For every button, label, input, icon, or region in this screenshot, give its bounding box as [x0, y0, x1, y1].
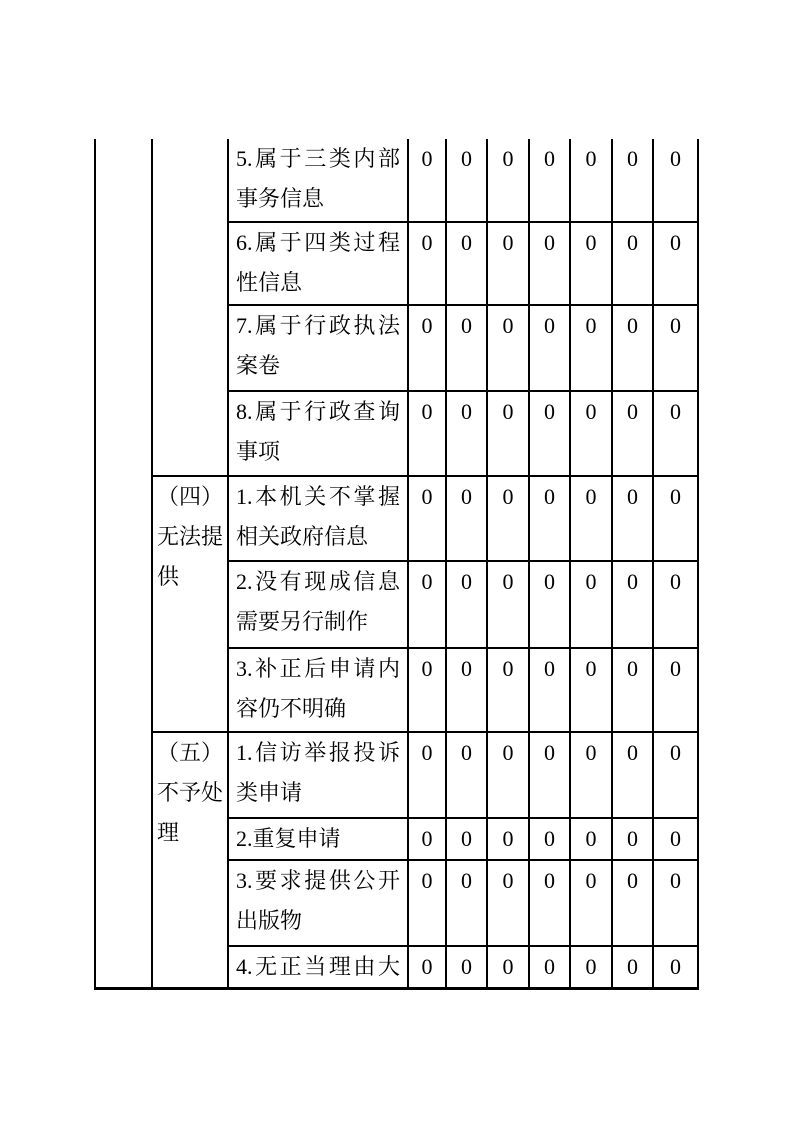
- item-cell: 5.属于三类内部事务信息: [228, 139, 408, 222]
- value-cell: 0: [653, 860, 698, 946]
- value-cell: 0: [612, 648, 653, 732]
- value-cell: 0: [612, 391, 653, 476]
- value-cell: 0: [446, 946, 487, 989]
- value-cell: 0: [570, 305, 612, 391]
- value-cell: 0: [653, 139, 698, 222]
- value-cell: 0: [408, 222, 446, 305]
- item-cell: 4.无正当理由大: [228, 946, 408, 989]
- value-cell: 0: [408, 648, 446, 732]
- value-cell: 0: [487, 648, 529, 732]
- category-cell-unable-to-provide: （四）无法提供: [152, 476, 228, 732]
- value-cell: 0: [446, 222, 487, 305]
- value-cell: 0: [653, 732, 698, 818]
- value-cell: 0: [446, 391, 487, 476]
- value-cell: 0: [612, 476, 653, 561]
- value-cell: 0: [529, 391, 570, 476]
- value-cell: 0: [408, 561, 446, 648]
- value-cell: 0: [529, 818, 570, 860]
- value-cell: 0: [446, 561, 487, 648]
- value-cell: 0: [487, 222, 529, 305]
- item-cell: 3.补正后申请内容仍不明确: [228, 648, 408, 732]
- value-cell: 0: [612, 860, 653, 946]
- report-table: [94, 139, 699, 990]
- value-cell: 0: [446, 648, 487, 732]
- value-cell: 0: [612, 946, 653, 989]
- value-cell: 0: [529, 561, 570, 648]
- value-cell: 0: [653, 391, 698, 476]
- value-cell: 0: [570, 222, 612, 305]
- value-cell: 0: [487, 561, 529, 648]
- item-cell: 8.属于行政查询事项: [228, 391, 408, 476]
- value-cell: 0: [612, 818, 653, 860]
- value-cell: 0: [487, 476, 529, 561]
- table-row: [95, 139, 698, 222]
- value-cell: 0: [570, 561, 612, 648]
- item-cell: 2.重复申请: [228, 818, 408, 860]
- value-cell: 0: [570, 391, 612, 476]
- value-cell: 0: [408, 476, 446, 561]
- value-cell: 0: [570, 818, 612, 860]
- value-cell: 0: [487, 818, 529, 860]
- value-cell: 0: [612, 732, 653, 818]
- value-cell: 0: [408, 818, 446, 860]
- value-cell: 0: [570, 648, 612, 732]
- value-cell: 0: [653, 222, 698, 305]
- value-cell: 0: [653, 305, 698, 391]
- value-cell: 0: [529, 732, 570, 818]
- value-cell: 0: [529, 946, 570, 989]
- value-cell: 0: [653, 946, 698, 989]
- category-cell-not-processed: （五）不予处理: [152, 732, 228, 989]
- value-cell: 0: [612, 305, 653, 391]
- item-cell: 1.本机关不掌握相关政府信息: [228, 476, 408, 561]
- value-cell: 0: [529, 476, 570, 561]
- value-cell: 0: [446, 732, 487, 818]
- value-cell: 0: [570, 476, 612, 561]
- value-cell: 0: [408, 391, 446, 476]
- value-cell: 0: [487, 860, 529, 946]
- value-cell: 0: [487, 305, 529, 391]
- item-cell: 3.要求提供公开出版物: [228, 860, 408, 946]
- value-cell: 0: [446, 818, 487, 860]
- item-cell: 2.没有现成信息需要另行制作: [228, 561, 408, 648]
- value-cell: 0: [570, 946, 612, 989]
- item-cell: 7.属于行政执法案卷: [228, 305, 408, 391]
- value-cell: 0: [570, 732, 612, 818]
- value-cell: 0: [612, 222, 653, 305]
- table-row: [95, 476, 698, 561]
- value-cell: 0: [487, 732, 529, 818]
- value-cell: 0: [529, 139, 570, 222]
- category-continuation-cell: [152, 139, 228, 476]
- value-cell: 0: [653, 818, 698, 860]
- value-cell: 0: [612, 139, 653, 222]
- value-cell: 0: [408, 139, 446, 222]
- value-cell: 0: [529, 222, 570, 305]
- value-cell: 0: [408, 732, 446, 818]
- value-cell: 0: [408, 860, 446, 946]
- value-cell: 0: [653, 648, 698, 732]
- value-cell: 0: [487, 139, 529, 222]
- value-cell: 0: [487, 946, 529, 989]
- value-cell: 0: [529, 648, 570, 732]
- value-cell: 0: [446, 476, 487, 561]
- value-cell: 0: [408, 305, 446, 391]
- value-cell: 0: [446, 139, 487, 222]
- value-cell: 0: [446, 860, 487, 946]
- item-cell: 1.信访举报投诉类申请: [228, 732, 408, 818]
- item-cell: 6.属于四类过程性信息: [228, 222, 408, 305]
- value-cell: 0: [653, 561, 698, 648]
- value-cell: 0: [487, 391, 529, 476]
- value-cell: 0: [529, 305, 570, 391]
- value-cell: 0: [653, 476, 698, 561]
- value-cell: 0: [529, 860, 570, 946]
- value-cell: 0: [570, 139, 612, 222]
- left-continuation-cell: [95, 139, 152, 989]
- table-row: [95, 732, 698, 818]
- value-cell: 0: [570, 860, 612, 946]
- value-cell: 0: [408, 946, 446, 989]
- value-cell: 0: [446, 305, 487, 391]
- value-cell: 0: [612, 561, 653, 648]
